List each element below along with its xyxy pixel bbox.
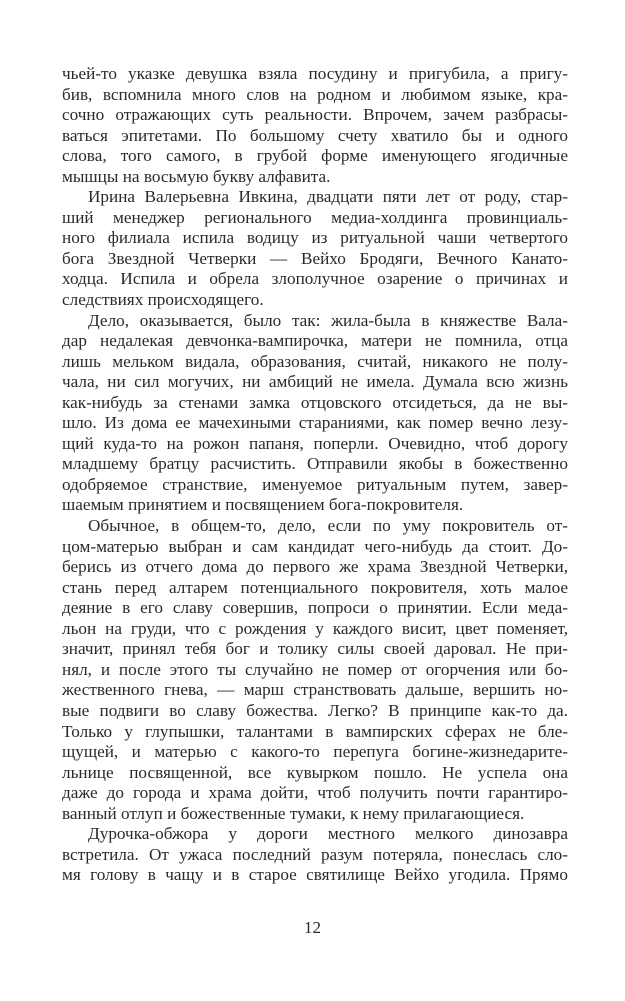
text-line: даже до города и храма дойти, чтоб получить почти гарантиро- — [62, 783, 568, 803]
text-line: мя голову в чащу и в старое святилище Вейхо угодила. Прямо — [62, 865, 568, 885]
text-line: ванный отлуп и божественные тумаки, к нему прилагающиеся. — [62, 803, 525, 823]
paragraph — [62, 64, 568, 187]
paragraph — [62, 824, 568, 886]
text-line: ваться эпитетами. По большому счету хватило бы и одного — [62, 125, 568, 145]
text-line: Обычное, в общем-то, дело, если по уму покровитель от- — [88, 516, 568, 536]
text-line: шло. Из дома ее мачехиными стараниями, как помер вечно лезу- — [62, 413, 568, 433]
text-line: лишь мельком видала, образования, считай, никакого не полу- — [62, 351, 568, 371]
text-line: встретила. От ужаса последний разум потеряла, понеслась сло- — [62, 844, 568, 864]
text-line: льнице посвященной, все кувырком пошло. Не успела она — [62, 762, 568, 782]
text-line: бога Звездной Четверки — Вейхо Бродяги, Вечного Канато- — [62, 248, 568, 268]
text-line: значит, принял тебя бог и толику силы своей даровал. Не при- — [62, 639, 568, 659]
page-number: 12 — [304, 918, 321, 937]
text-line: ного филиала испила водицу из ритуальной чаши четвертого — [62, 228, 568, 248]
paragraph — [62, 311, 568, 516]
text-line: нял, и после этого ты случайно не помер от огорчения или бо- — [62, 659, 568, 679]
text-line: чьей-то указке девушка взяла посудину и пригубила, а пригу- — [62, 64, 568, 83]
text-line: как-нибудь за стенами замка отцовского отсидеться, да не вы- — [62, 392, 568, 412]
text-line: льон на груди, что с рождения у каждого висит, цвет поменяет, — [62, 618, 568, 638]
text-line: цом-матерью выбран и сам кандидат чего-нибудь да стоит. До- — [62, 536, 568, 556]
text-line: Ирина Валерьевна Ивкина, двадцати пяти лет от роду, стар- — [88, 187, 568, 207]
text-line: деяние в его славу совершив, попроси о принятии. Если меда- — [62, 598, 568, 618]
text-line: Дурочка-обжора у дороги местного мелкого динозавра — [88, 824, 568, 844]
text-line: стань перед алтарем потенциального покровителя, хоть малое — [62, 577, 568, 597]
text-line: дар недалекая девчонка-вампирочка, матери не помнила, отца — [62, 331, 568, 351]
text-line: берись из отчего дома до первого же храма Звездной Четверки, — [62, 557, 568, 577]
text-line: слова, того самого, в грубой форме именующего ягодичные — [62, 146, 568, 166]
text-line: чала, ни сил могучих, ни амбиций не имела. Думала всю жизнь — [62, 372, 568, 392]
text-line: жественного гнева, — марш странствовать дальше, вершить но- — [62, 680, 568, 700]
paragraph — [62, 516, 568, 824]
text-line: ший менеджер регионального медиа-холдинга провинциаль- — [62, 207, 568, 227]
text-line: вые подвиги во славу божества. Легко? В принципе как-то да. — [62, 700, 568, 720]
text-line: сочно отражающих суть реальности. Впрочем, зачем разбрасы- — [62, 105, 568, 125]
text-line: одобряемое странствие, именуемое ритуальным путем, завер- — [62, 474, 568, 494]
text-line: щущей, и матерью с какого-то перепуга богине-жизнедарите- — [62, 742, 568, 762]
page-body-text — [62, 64, 568, 886]
text-line: бив, вспомнила много слов на родном и любимом языке, кра- — [62, 84, 568, 104]
text-line: младшему братцу расчистить. Отправили якобы в божественно — [62, 454, 568, 474]
text-line: ходца. Испила и обрела злополучное озарение о причинах и — [62, 269, 568, 289]
text-line: следствиях происходящего. — [62, 290, 264, 310]
paragraph — [62, 187, 568, 310]
text-line: щий куда-то на рожон папаня, поперли. Очевидно, чтоб дорогу — [62, 433, 568, 453]
text-line: Дело, оказывается, было так: жила-была в княжестве Вала- — [88, 310, 568, 330]
text-line: шаемым принятием и посвящением бога-покровителя. — [62, 495, 464, 515]
text-line: мышцы на восьмую букву алфавита. — [62, 166, 331, 186]
text-line: Только у глупышки, талантами в вампирских сферах не бле- — [62, 721, 568, 741]
